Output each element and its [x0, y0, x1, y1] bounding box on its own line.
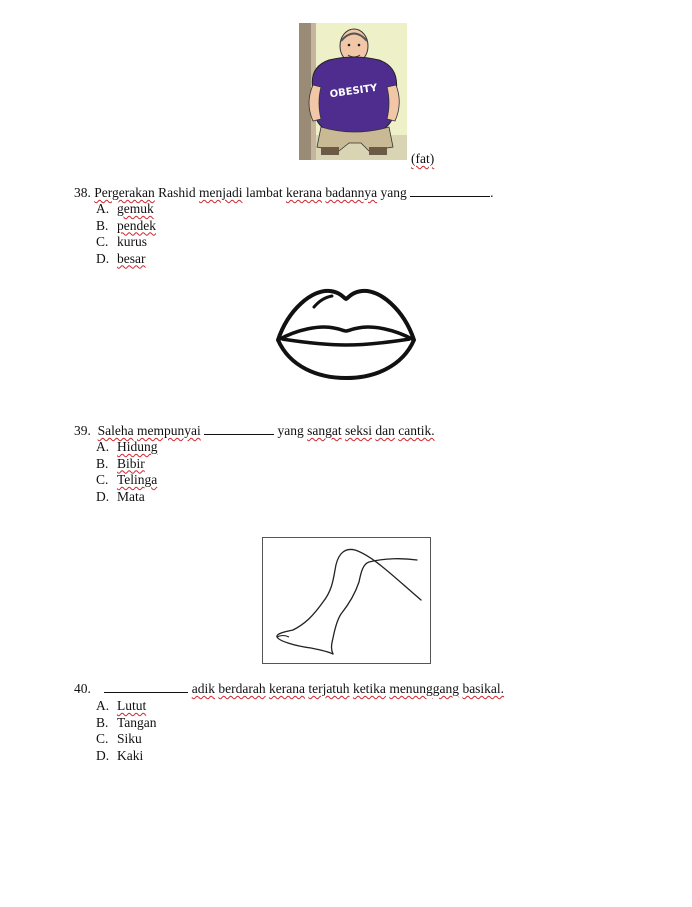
question-word: mempunyai — [137, 423, 201, 438]
option-text: Mata — [117, 488, 145, 504]
question-word: kerana — [286, 185, 322, 200]
option-b — [96, 715, 157, 732]
option-text: Hidung — [117, 439, 158, 454]
question-word: ketika — [352, 681, 386, 696]
question-word: terjatuh — [308, 681, 350, 696]
question-word: Saleha — [97, 423, 134, 438]
question-word: sangat — [307, 423, 342, 438]
options-list-39 — [96, 439, 158, 505]
question-word: dan — [375, 423, 395, 438]
option-text: Telinga — [117, 472, 158, 487]
option-text: Bibir — [117, 455, 145, 471]
option-letter: D. — [96, 250, 110, 266]
option-d — [96, 489, 158, 506]
lips-image — [274, 285, 418, 380]
shirt-text: OBESITY — [329, 82, 379, 101]
options-list-38 — [96, 201, 156, 267]
question-word: badannya — [325, 185, 378, 200]
option-letter: B. — [96, 217, 109, 233]
question-word: lambat — [245, 185, 283, 200]
option-letter: A. — [96, 201, 110, 216]
question-word: adik — [191, 681, 215, 696]
leg-illustration — [263, 538, 430, 663]
option-a — [96, 439, 158, 456]
option-letter: A. — [96, 698, 110, 713]
option-letter: C. — [96, 472, 109, 487]
question-39 — [74, 423, 435, 439]
option-b — [96, 456, 158, 473]
end-punctuation: . — [490, 185, 494, 200]
option-c — [96, 472, 158, 489]
question-word: Pergerakan — [94, 185, 155, 200]
option-d — [96, 748, 157, 765]
answer-blank — [204, 423, 274, 435]
option-letter: D. — [96, 488, 110, 504]
question-number: 40. — [74, 681, 91, 696]
question-word: basikal. — [462, 681, 505, 696]
question-word: Rashid — [158, 185, 196, 200]
question-word: yang — [277, 423, 304, 438]
option-text: Siku — [117, 731, 142, 746]
leg-image — [262, 537, 431, 664]
question-word: cantik. — [398, 423, 435, 438]
option-c — [96, 731, 157, 748]
obese-man-illustration — [299, 23, 407, 160]
question-word: yang — [380, 185, 407, 200]
option-letter: B. — [96, 714, 109, 730]
answer-blank — [104, 681, 188, 693]
options-list-40 — [96, 698, 157, 764]
question-number: 39. — [74, 423, 91, 438]
option-letter: A. — [96, 439, 110, 454]
option-letter: D. — [96, 747, 110, 763]
option-a — [96, 698, 157, 715]
obesity-cartoon-image — [299, 23, 407, 160]
option-d — [96, 251, 156, 268]
question-word: kerana — [268, 681, 305, 696]
option-text: Lutut — [117, 698, 147, 713]
option-text: besar — [117, 250, 146, 266]
question-word: menjadi — [199, 185, 243, 200]
question-word: menunggang — [389, 681, 460, 696]
option-text: Tangan — [117, 714, 157, 730]
option-letter: C. — [96, 234, 109, 249]
option-text: pendek — [117, 217, 156, 233]
question-38 — [74, 185, 493, 201]
question-word: berdarah — [218, 681, 266, 696]
question-word: seksi — [345, 423, 372, 438]
option-text: Kaki — [117, 747, 144, 763]
image-caption-fat: (fat) — [411, 151, 435, 166]
option-b — [96, 218, 156, 235]
option-c — [96, 234, 156, 251]
lips-illustration — [274, 285, 418, 380]
answer-blank — [410, 185, 490, 197]
question-40 — [74, 681, 504, 697]
option-letter: B. — [96, 455, 109, 471]
option-a — [96, 201, 156, 218]
question-number: 38. — [74, 185, 91, 200]
option-text: kurus — [117, 234, 147, 249]
option-text: gemuk — [117, 201, 154, 216]
option-letter: C. — [96, 731, 109, 746]
